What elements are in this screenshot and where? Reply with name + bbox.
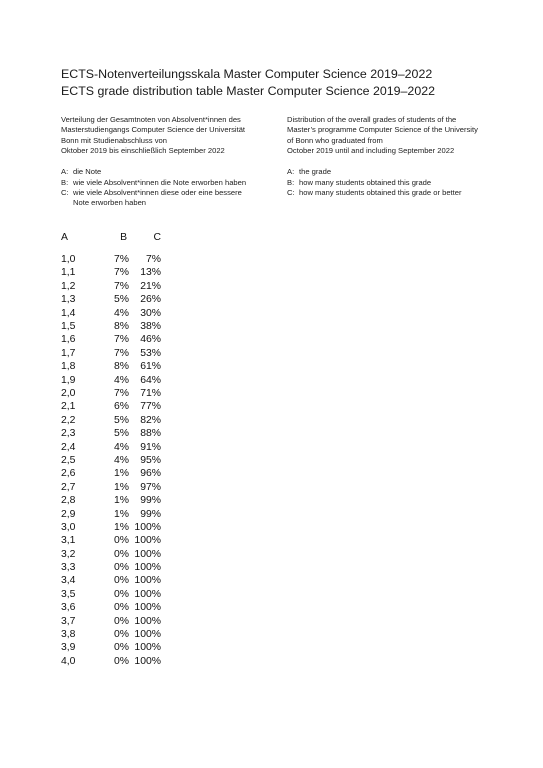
english-description-line: of Bonn who graduated from — [287, 135, 383, 145]
table-row — [61, 320, 161, 333]
cumulative-cell: 71% — [140, 387, 161, 399]
column-header-b: B — [120, 232, 127, 243]
share-cell: 0% — [113, 575, 129, 587]
share-cell: 4% — [113, 307, 129, 319]
legend-text: die Note — [73, 167, 102, 177]
share-cell: 0% — [113, 562, 129, 574]
table-row — [61, 574, 161, 587]
table-row — [61, 561, 161, 574]
table-row — [61, 360, 161, 373]
german-legend-item-b — [61, 178, 276, 188]
share-cell: 8% — [113, 361, 129, 373]
cumulative-cell: 100% — [134, 629, 161, 641]
table-row — [61, 414, 161, 427]
legend-text: wie viele Absolvent*innen die Note erworben haben — [73, 177, 247, 187]
grade-cell: 3,2 — [61, 548, 76, 560]
grade-cell: 3,0 — [61, 521, 76, 533]
share-cell: 8% — [113, 321, 129, 333]
grade-cell: 2,9 — [61, 508, 76, 520]
share-cell: 0% — [113, 588, 129, 600]
column-header-c: C — [153, 232, 161, 243]
share-cell: 4% — [113, 454, 129, 466]
table-row — [61, 307, 161, 320]
share-cell: 1% — [113, 495, 129, 507]
table-row — [61, 400, 161, 413]
grade-cell: 3,9 — [61, 642, 76, 654]
table-row — [61, 508, 161, 521]
share-cell: 0% — [113, 629, 129, 641]
share-cell: 7% — [113, 334, 129, 346]
cumulative-cell: 100% — [134, 602, 161, 614]
grade-cell: 3,8 — [61, 629, 76, 641]
cumulative-cell: 88% — [140, 428, 161, 440]
title-german: ECTS-Notenverteilungsskala Master Computer Science 2019–2022 — [61, 67, 433, 81]
cumulative-cell: 100% — [134, 642, 161, 654]
cumulative-cell: 26% — [140, 294, 161, 306]
share-cell: 0% — [113, 642, 129, 654]
table-row — [61, 333, 161, 346]
english-description — [287, 115, 502, 157]
german-legend-item-c — [61, 188, 276, 209]
table-row — [61, 615, 161, 628]
grade-cell: 1,4 — [61, 307, 76, 319]
grade-cell: 4,0 — [61, 655, 76, 667]
english-description-line: Distribution of the overall grades of students of the — [287, 115, 457, 124]
legend-text: the grade — [299, 167, 332, 177]
cumulative-cell: 100% — [134, 535, 161, 547]
cumulative-cell: 100% — [134, 562, 161, 574]
legend-text: wie viele Absolvent*innen diese oder eine bessere Note erworben haben — [73, 187, 242, 208]
grade-cell: 2,7 — [61, 481, 76, 493]
grade-cell: 2,0 — [61, 387, 76, 399]
grade-cell: 3,1 — [61, 535, 76, 547]
cumulative-cell: 96% — [140, 468, 161, 480]
table-row — [61, 374, 161, 387]
german-description — [61, 115, 276, 157]
grade-cell: 2,3 — [61, 428, 76, 440]
cumulative-cell: 82% — [140, 414, 161, 426]
table-row — [61, 588, 161, 601]
english-legend-item-a — [287, 167, 502, 177]
table-row — [61, 280, 161, 293]
share-cell: 1% — [113, 468, 129, 480]
table-row — [61, 494, 161, 507]
grade-cell: 3,6 — [61, 602, 76, 614]
grade-distribution-table — [61, 231, 161, 668]
english-legend-item-c — [287, 188, 502, 198]
share-cell: 4% — [113, 441, 129, 453]
table-row — [61, 655, 161, 668]
share-cell: 7% — [113, 347, 129, 359]
english-column — [287, 115, 502, 198]
cumulative-cell: 97% — [140, 481, 161, 493]
grade-cell: 1,0 — [61, 254, 76, 266]
share-cell: 6% — [113, 401, 129, 413]
cumulative-cell: 100% — [134, 548, 161, 560]
column-header-a: A — [61, 232, 68, 243]
table-body — [61, 253, 161, 668]
cumulative-cell: 100% — [134, 615, 161, 627]
table-row — [61, 454, 161, 467]
share-cell: 0% — [113, 615, 129, 627]
english-description-line: October 2019 until and including September 2022 — [287, 146, 455, 156]
legend-key: C: — [287, 187, 295, 197]
cumulative-cell: 99% — [140, 508, 161, 520]
table-row — [61, 467, 161, 480]
share-cell: 5% — [113, 294, 129, 306]
share-cell: 4% — [113, 374, 129, 386]
cumulative-cell: 91% — [140, 441, 161, 453]
cumulative-cell: 46% — [140, 334, 161, 346]
cumulative-cell: 77% — [140, 401, 161, 413]
table-row — [61, 293, 161, 306]
share-cell: 0% — [113, 548, 129, 560]
table-row — [61, 534, 161, 547]
cumulative-cell: 38% — [140, 321, 161, 333]
english-legend-item-b — [287, 178, 502, 188]
cumulative-cell: 64% — [140, 374, 161, 386]
table-row — [61, 641, 161, 654]
cumulative-cell: 99% — [140, 495, 161, 507]
cumulative-cell: 100% — [134, 575, 161, 587]
table-row — [61, 266, 161, 279]
grade-cell: 3,5 — [61, 588, 76, 600]
cumulative-cell: 95% — [140, 454, 161, 466]
share-cell: 7% — [113, 254, 129, 266]
english-legend — [287, 167, 502, 198]
legend-key: B: — [287, 177, 295, 187]
grade-cell: 2,1 — [61, 401, 76, 413]
cumulative-cell: 53% — [140, 347, 161, 359]
share-cell: 5% — [113, 428, 129, 440]
share-cell: 7% — [113, 267, 129, 279]
cumulative-cell: 100% — [134, 655, 161, 667]
english-description-line: Master’s programme Computer Science of the University — [287, 125, 478, 135]
share-cell: 7% — [113, 280, 129, 292]
grade-cell: 1,7 — [61, 347, 76, 359]
german-description-line: Oktober 2019 bis einschließlich September 2022 — [61, 146, 225, 156]
german-legend-item-a — [61, 167, 276, 177]
grade-cell: 3,7 — [61, 615, 76, 627]
share-cell: 5% — [113, 414, 129, 426]
cumulative-cell: 100% — [134, 521, 161, 533]
legend-key: A: — [287, 167, 295, 177]
legend-key: C: — [61, 187, 69, 197]
table-row — [61, 427, 161, 440]
share-cell: 1% — [113, 521, 129, 533]
table-row — [61, 521, 161, 534]
legend-key: A: — [61, 167, 69, 177]
cumulative-cell: 30% — [140, 307, 161, 319]
grade-cell: 1,6 — [61, 334, 76, 346]
grade-cell: 3,4 — [61, 575, 76, 587]
grade-cell: 1,3 — [61, 294, 76, 306]
cumulative-cell: 21% — [140, 280, 161, 292]
grade-cell: 1,2 — [61, 280, 76, 292]
table-row — [61, 601, 161, 614]
grade-cell: 3,3 — [61, 562, 76, 574]
cumulative-cell: 7% — [145, 254, 161, 266]
german-description-line: Verteilung der Gesamtnoten von Absolvent*innen des — [61, 115, 241, 124]
grade-cell: 2,8 — [61, 495, 76, 507]
table-row — [61, 347, 161, 360]
cumulative-cell: 13% — [140, 267, 161, 279]
grade-cell: 1,9 — [61, 374, 76, 386]
grade-cell: 2,4 — [61, 441, 76, 453]
table-row — [61, 481, 161, 494]
legend-text: how many students obtained this grade — [299, 177, 432, 187]
grade-cell: 1,5 — [61, 321, 76, 333]
grade-cell: 1,1 — [61, 267, 76, 279]
share-cell: 0% — [113, 602, 129, 614]
share-cell: 0% — [113, 655, 129, 667]
table-row — [61, 441, 161, 454]
german-column — [61, 115, 276, 209]
german-legend — [61, 167, 276, 209]
german-description-line: Masterstudiengangs Computer Science der Universität — [61, 125, 246, 135]
table-row — [61, 628, 161, 641]
share-cell: 1% — [113, 481, 129, 493]
grade-cell: 1,8 — [61, 361, 76, 373]
legend-key: B: — [61, 177, 69, 187]
german-description-line: Bonn mit Studienabschluss von — [61, 135, 167, 145]
grade-cell: 2,5 — [61, 454, 76, 466]
table-row — [61, 387, 161, 400]
share-cell: 1% — [113, 508, 129, 520]
legend-text: how many students obtained this grade or better — [299, 187, 462, 197]
grade-cell: 2,2 — [61, 414, 76, 426]
table-header-row — [61, 231, 161, 244]
title-block — [61, 66, 501, 100]
cumulative-cell: 61% — [140, 361, 161, 373]
table-row — [61, 253, 161, 266]
grade-cell: 2,6 — [61, 468, 76, 480]
share-cell: 0% — [113, 535, 129, 547]
share-cell: 7% — [113, 387, 129, 399]
cumulative-cell: 100% — [134, 588, 161, 600]
title-english: ECTS grade distribution table Master Computer Science 2019–2022 — [61, 84, 435, 98]
table-row — [61, 548, 161, 561]
